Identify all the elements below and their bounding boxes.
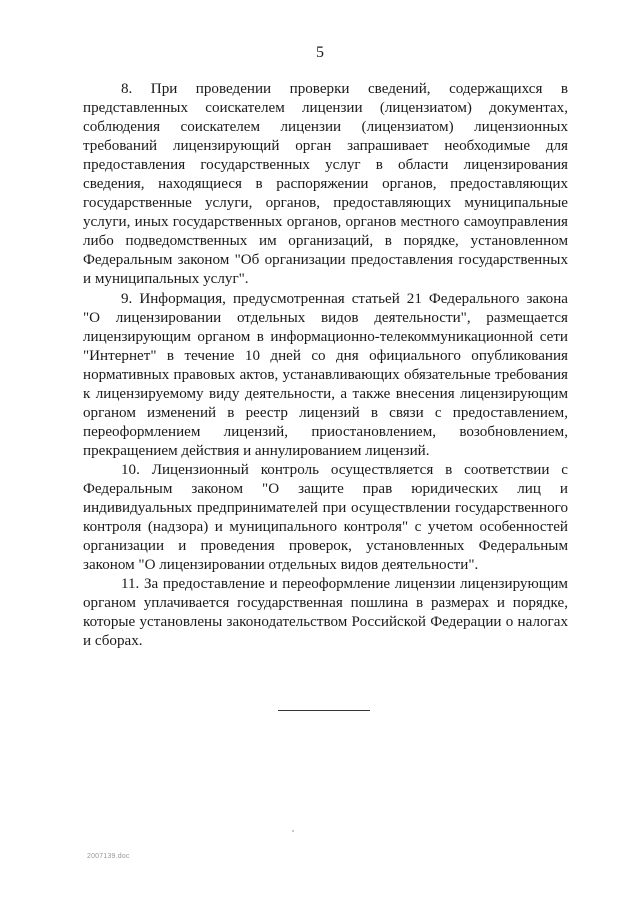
paragraph-11: 11. За предоставление и переоформление лицензии лицензирующим органом уплачивается государственная пошлина в размерах и порядке, которые установлены законодательством Российской Федерации о налогах и сборах. <box>83 576 568 650</box>
scan-speck <box>292 830 294 832</box>
footer-document-code: 2007139.doc <box>87 853 130 860</box>
paragraph-8: 8. При проведении проверки сведений, содержащихся в представленных соискателем лицензии (лицензиатом) документах, соблюдения соискателем лицензии (лицензиатом) лицензионных требований лицензирующий орган запрашивает необходимые для предоставления государственных услуг в области лицензирования сведения, находящиеся в распоряжении органов, предоставляющих государственные услуги, органов, предоставляющих муниципальные услуги, иных государственных органов, органов местного самоуправления либо подведомственных им организаций, в порядке, установленном Федеральным законом "Об организации предоставления государственных и муниципальных услуг". <box>83 81 568 288</box>
document-body <box>83 80 568 651</box>
end-of-text-rule <box>278 710 370 711</box>
paragraph-9: 9. Информация, предусмотренная статьей 21 Федерального закона "О лицензировании отдельных видов деятельности", размещается лицензирующим органом в информационно-телекоммуникационной сети "Интернет" в течение 10 дней со дня официального опубликования нормативных правовых актов, устанавливающих обязательные требования к лицензируемому виду деятельности, а также внесения лицензирующим органом изменений в реестр лицензий в связи с предоставлением, переоформлением лицензий, приостановлением, возобновлением, прекращением действия и аннулированием лицензий. <box>83 290 568 459</box>
page-number: 5 <box>316 44 324 61</box>
paragraph-10: 10. Лицензионный контроль осуществляется в соответствии с Федеральным законом "О защите прав юридических лиц и индивидуальных предпринимателей при осуществлении государственного контроля (надзора) и муниципального контроля" с учетом особенностей организации и проведения проверок, установленных Федеральным законом "О лицензировании отдельных видов деятельности". <box>83 461 568 574</box>
